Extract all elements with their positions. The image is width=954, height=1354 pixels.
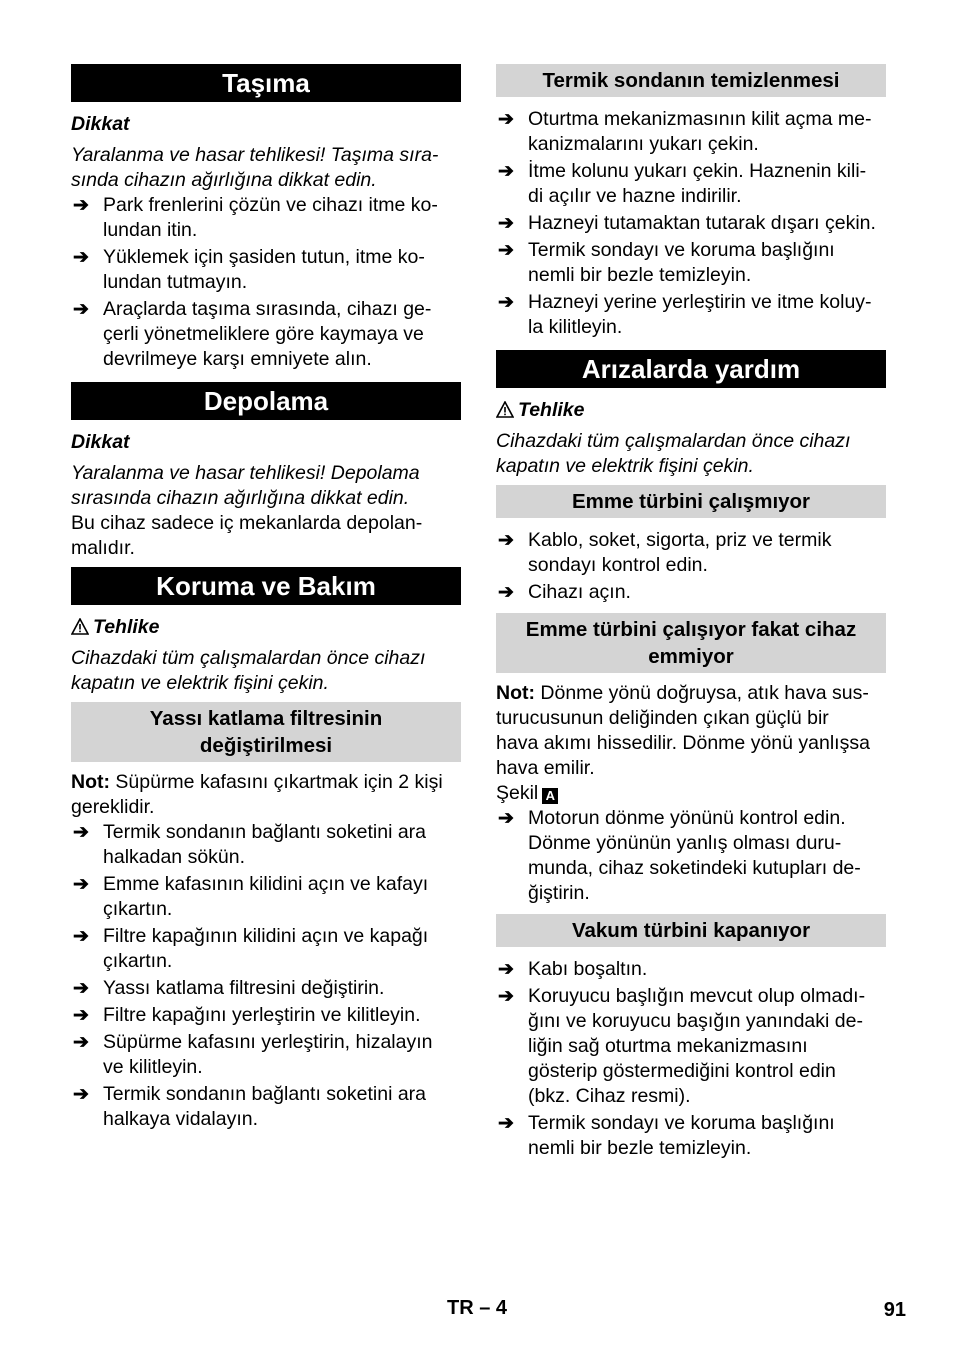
list-item: ➔ Hazneyi tutamaktan tutarak dışarı çekin. xyxy=(498,212,876,234)
figure-ref-badge: A xyxy=(542,788,558,804)
subsection-title-vakum: Vakum türbini kapanıyor xyxy=(496,914,886,947)
list-item: ➔ İtme kolunu yukarı çekin. Haznenin kili- di açılır ve hazne indirilir. xyxy=(498,160,867,207)
section-title-arizalar: Arızalarda yardım xyxy=(496,350,886,388)
arrow-right-icon: ➔ xyxy=(73,978,89,999)
arrow-right-icon: ➔ xyxy=(73,195,89,216)
caution-text: Yaralanma ve hasar tehlikesi! Taşıma sıra- sında cihazın ağırlığına dikkat edin. xyxy=(71,144,439,191)
list-item: ➔ Yüklemek için şasiden tutun, itme ko- lundan tutmayın. xyxy=(73,246,425,293)
list-item: ➔ Park frenlerini çözün ve cihazı itme ko- lundan itin. xyxy=(73,194,438,241)
arrow-right-icon: ➔ xyxy=(498,292,514,313)
arrow-right-icon: ➔ xyxy=(498,808,514,829)
arrow-right-icon: ➔ xyxy=(73,1084,89,1105)
list-item: ➔ Filtre kapağını yerleştirin ve kilitleyin. xyxy=(73,1004,421,1026)
arrow-right-icon: ➔ xyxy=(73,1032,89,1053)
arrow-right-icon: ➔ xyxy=(498,959,514,980)
list-item: ➔ Termik sondayı ve koruma başlığını nemli bir bezle temizleyin. xyxy=(498,239,835,286)
arrow-right-icon: ➔ xyxy=(498,109,514,130)
right-column xyxy=(496,64,886,1163)
list-item: ➔ Kabı boşaltın. xyxy=(498,958,648,980)
subsection-title-termik: Termik sondanın temizlenmesi xyxy=(496,64,886,97)
list-item: ➔ Filtre kapağının kilidini açın ve kapağı çıkartın. xyxy=(73,925,429,972)
list-item: ➔ Termik sondayı ve koruma başlığını nemli bir bezle temizleyin. xyxy=(498,1112,835,1159)
arrow-right-icon: ➔ xyxy=(73,926,89,947)
list-item: ➔ Koruyucu başlığın mevcut olup olmadı- ğını ve koruyucu başığın yanındaki de- liğin sağ oturtma mekanizmasını gösterip göstermediğini kontrol edin (bkz. Cihaz resmi). xyxy=(498,985,866,1107)
list-item: ➔ Araçlarda taşıma sırasında, cihazı ge- çerli yönetmeliklere göre kaymaya ve devrilmeye karşı emniyete alın. xyxy=(73,298,432,370)
danger-label: Tehlike xyxy=(71,615,461,640)
left-column xyxy=(71,64,461,1134)
figure-reference: Şekil A xyxy=(496,781,886,806)
arrow-right-icon: ➔ xyxy=(498,530,514,551)
subsection-title-emme2: Emme türbini çalışıyor fakat cihaz emmiyor xyxy=(496,613,886,673)
danger-text: Cihazdaki tüm çalışmalardan önce cihazı kapatın ve elektrik fişini çekin. xyxy=(71,647,426,694)
list-item: ➔ Yassı katlama filtresini değiştirin. xyxy=(73,977,385,999)
arrow-right-icon: ➔ xyxy=(73,247,89,268)
list-item: ➔ Kablo, soket, sigorta, priz ve termik sondayı kontrol edin. xyxy=(498,529,832,576)
list-item: ➔ Oturtma mekanizmasının kilit açma me- kanizmalarını yukarı çekin. xyxy=(498,108,872,155)
arrow-right-icon: ➔ xyxy=(73,874,89,895)
note-paragraph: Not: Dönme yönü doğruysa, atık hava sus- turucusunun deliğinden çıkan güçlü bir hava akımı hissedilir. Dönme yönü yanlışsa hava emilir. xyxy=(496,682,870,779)
arrow-right-icon: ➔ xyxy=(73,1005,89,1026)
caution-text: Yaralanma ve hasar tehlikesi! Depolama sırasında cihazın ağırlığına dikkat edin. xyxy=(71,462,420,509)
arrow-right-icon: ➔ xyxy=(498,213,514,234)
section-title-koruma: Koruma ve Bakım xyxy=(71,567,461,605)
list-item: ➔ Termik sondanın bağlantı soketini ara halkaya vidalayın. xyxy=(73,1083,427,1130)
page-number: 91 xyxy=(883,1299,906,1321)
danger-text: Cihazdaki tüm çalışmalardan önce cihazı kapatın ve elektrik fişini çekin. xyxy=(496,430,851,477)
arrow-right-icon: ➔ xyxy=(498,240,514,261)
section-title-depolama: Depolama xyxy=(71,382,461,420)
subsection-title-filter: Yassı katlama filtresinin değiştirilmesi xyxy=(71,702,461,762)
note-paragraph: Not: Süpürme kafasını çıkartmak için 2 kişi gereklidir. xyxy=(71,771,443,818)
arrow-right-icon: ➔ xyxy=(498,161,514,182)
storage-body-text: Bu cihaz sadece iç mekanlarda depolan- malıdır. xyxy=(71,512,423,559)
arrow-right-icon: ➔ xyxy=(73,299,89,320)
footer-section-code: TR – 4 xyxy=(446,1297,508,1319)
list-item: ➔ Süpürme kafasını yerleştirin, hizalayın ve kilitleyin. xyxy=(73,1031,433,1078)
list-item: ➔ Hazneyi yerine yerleştirin ve itme koluy- la kilitleyin. xyxy=(498,291,872,338)
arrow-right-icon: ➔ xyxy=(498,986,514,1007)
section-title-tasima: Taşıma xyxy=(71,64,461,102)
arrow-right-icon: ➔ xyxy=(73,822,89,843)
caution-label: Dikkat xyxy=(71,431,130,453)
danger-label: Tehlike xyxy=(496,398,886,423)
list-item: ➔ Termik sondanın bağlantı soketini ara halkadan sökün. xyxy=(73,821,427,868)
arrow-right-icon: ➔ xyxy=(498,1113,514,1134)
list-item: ➔ Motorun dönme yönünü kontrol edin. Dönme yönünün yanlış olması duru- munda, cihaz soketindeki kutupları de- ğiştirin. xyxy=(498,807,861,904)
subsection-title-emme1: Emme türbini çalışmıyor xyxy=(496,485,886,518)
list-item: ➔ Emme kafasının kilidini açın ve kafayı çıkartın. xyxy=(73,873,429,920)
list-item: ➔ Cihazı açın. xyxy=(498,581,631,603)
caution-label: Dikkat xyxy=(71,113,130,135)
warning-triangle-icon xyxy=(71,615,93,640)
warning-triangle-icon xyxy=(496,398,518,423)
arrow-right-icon: ➔ xyxy=(498,582,514,603)
